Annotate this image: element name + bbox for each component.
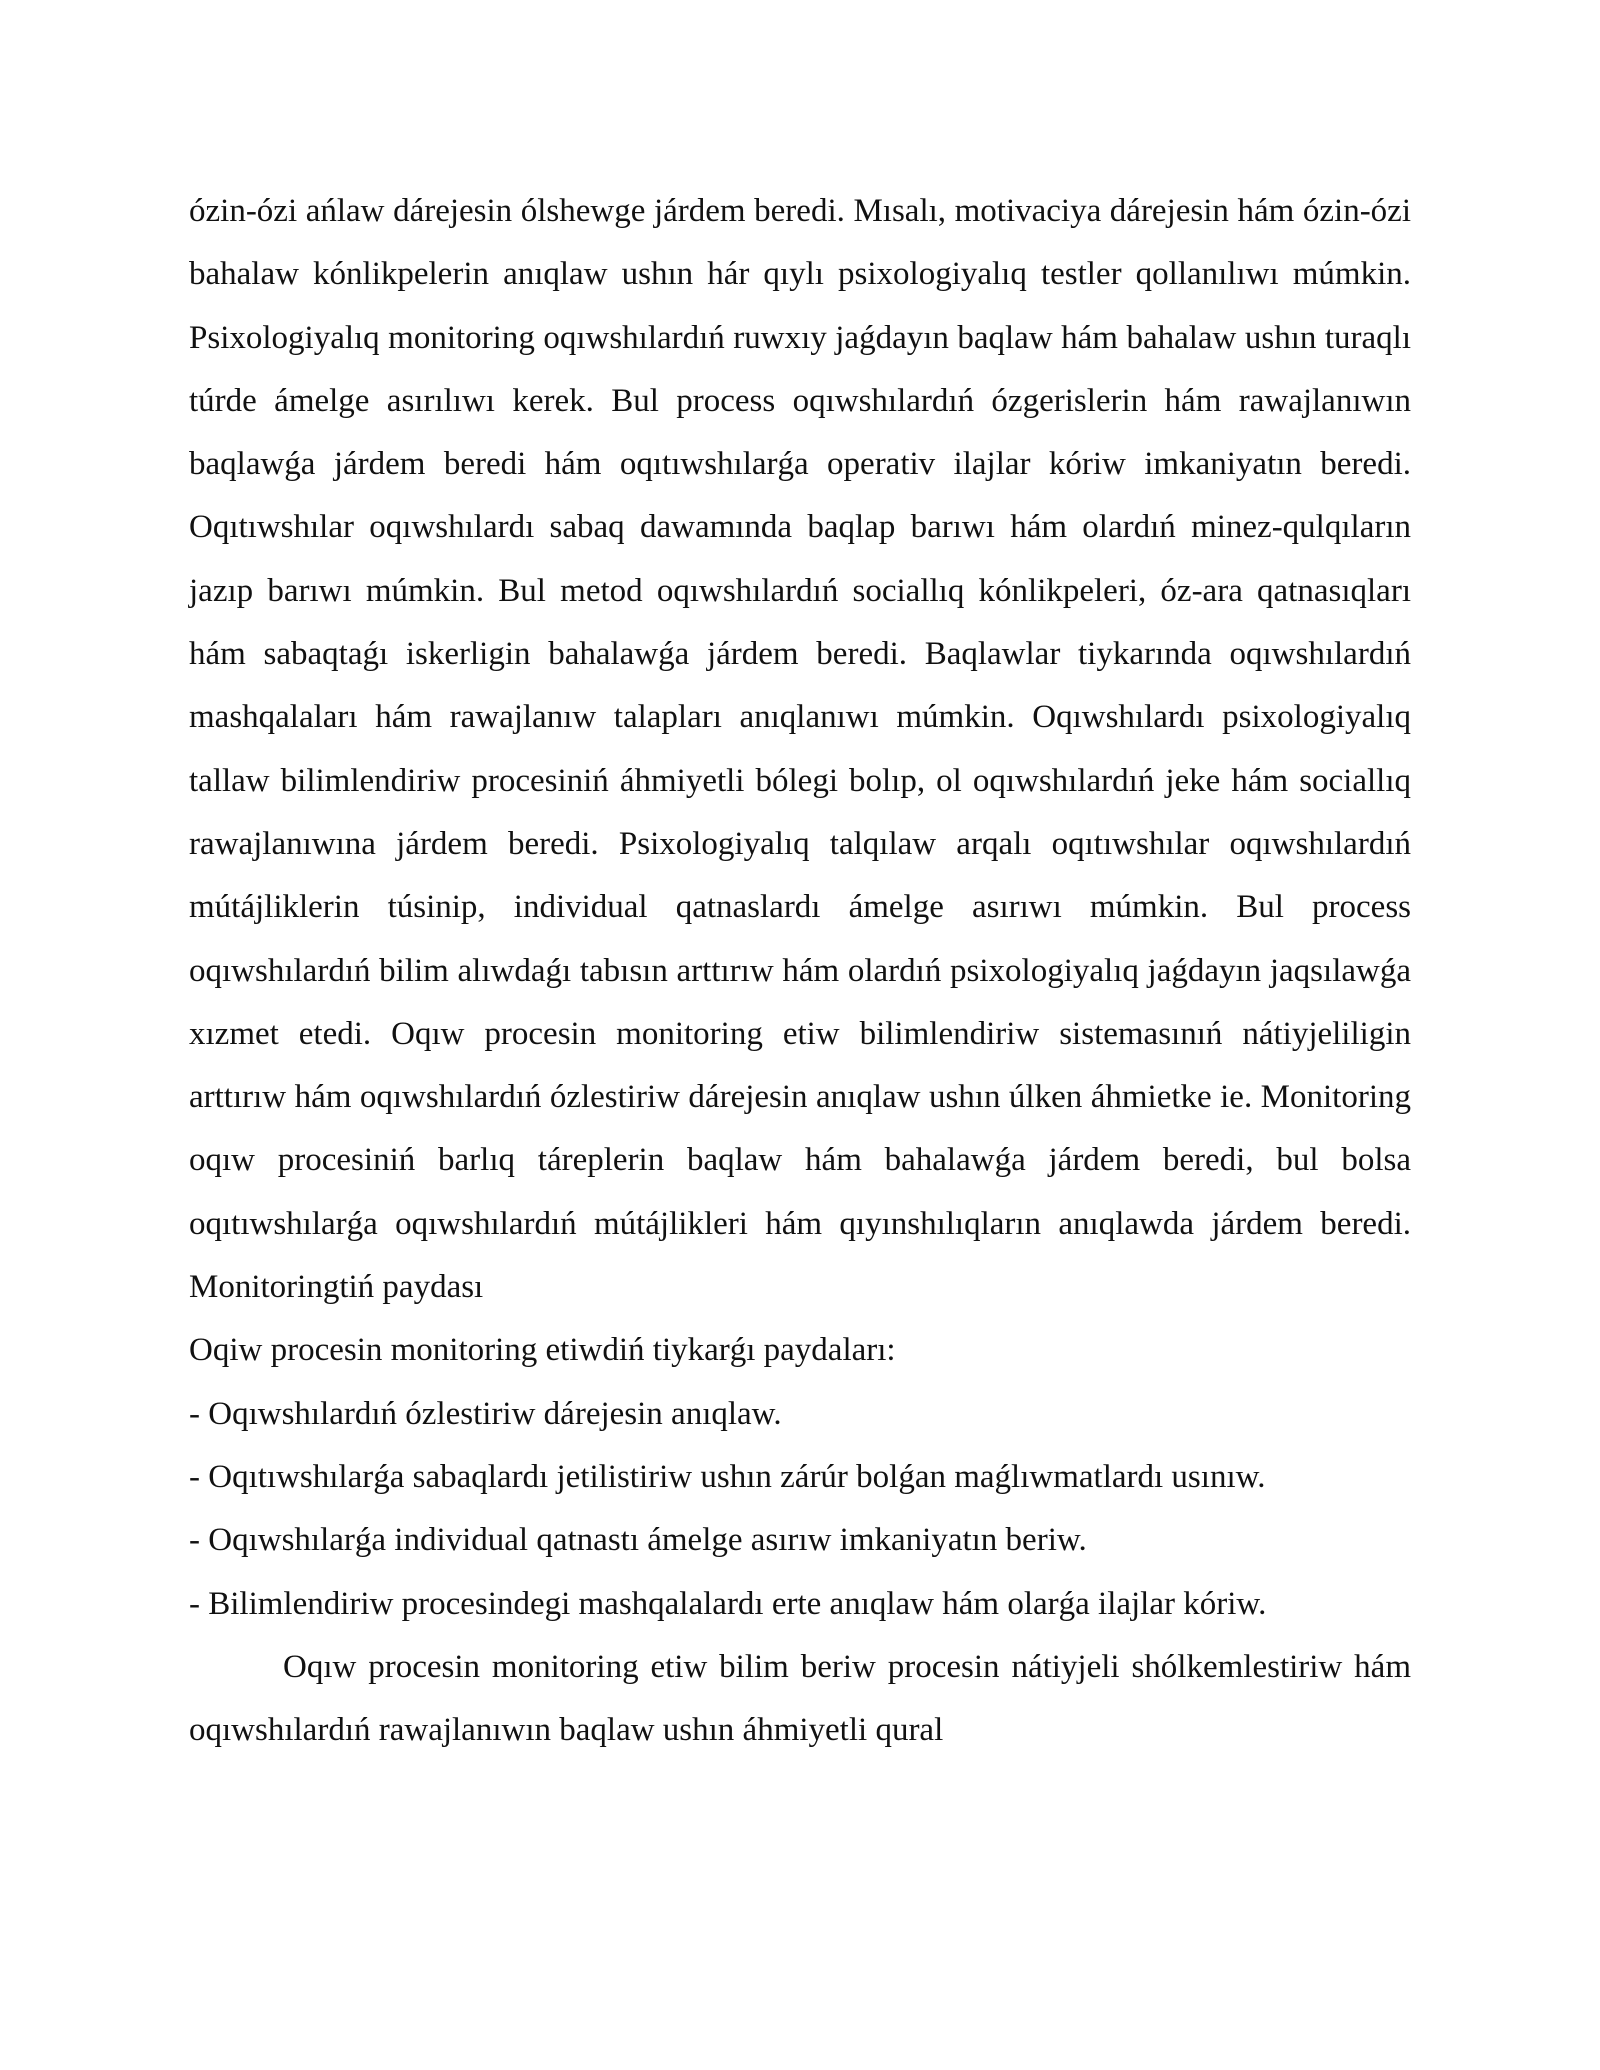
document-body: [189, 180, 1411, 1762]
paragraph-monitoring-methods: ózin-ózi ańlaw dárejesin ólshewge járdem beredi. Mısalı, motivaciya dárejesin hám ózin-ózi bahalaw kónlikpelerin anıqlaw ushın hár qıylı psixologiyalıq testler qollanılıwı múmkin. Psixologiyalıq monitoring oqıwshılardıń ruwxıy jaǵdayın baqlaw hám bahalaw ushın turaqlı túrde ámelge asırılıwı kerek. Bul process oqıwshılardıń ózgerislerin hám rawajlanıwın baqlawǵa járdem beredi hám oqıtıwshılarǵa operativ ilajlar kóriw imkaniyatın beredi. Oqıtıwshılar oqıwshılardı sabaq dawamında baqlap barıwı hám olardıń minez-qulqıların jazıp barıwı múmkin. Bul metod oqıwshılardıń sociallıq kónlikpeleri, óz-ara qatnasıqları hám sabaqtaǵı iskerligin bahalawǵa járdem beredi. Baqlawlar tiykarında oqıwshılardıń mashqalaları hám rawajlanıw talapları anıqlanıwı múmkin. Oqıwshılardı psixologiyalıq tallaw bilimlendiriw procesiniń áhmiyetli bólegi bolıp, ol oqıwshılardıń jeke hám sociallıq rawajlanıwına járdem beredi. Psixologiyalıq talqılaw arqalı oqıtıwshılar oqıwshılardıń mútájliklerin túsinip, individual qatnaslardı ámelge asırıwı múmkin. Bul process oqıwshılardıń bilim alıwdaǵı tabısın arttırıw hám olardıń psixologiyalıq jaǵdayın jaqsılawǵa xızmet etedi. Oqıw procesin monitoring etiw bilimlendiriw sistemasınıń nátiyjeliligin arttırıw hám oqıwshılardıń ózlestiriw dárejesin anıqlaw ushın úlken áhmietke ie. Monitoring oqıw procesiniń barlıq táreplerin baqlaw hám bahalawǵa járdem beredi, bul bolsa oqıtıwshılarǵa oqıwshılardıń mútájlikleri hám qıyınshılıqların anıqlawda járdem beredi. Monitoringtiń paydası: [189, 193, 1411, 1306]
benefits-intro: Oqiw procesin monitoring etiwdiń tiykarǵı paydaları:: [189, 1332, 896, 1369]
benefit-item-1: - Oqıwshılardıń ózlestiriw dárejesin anıqlaw.: [189, 1395, 782, 1432]
benefit-item-2: - Oqıtıwshılarǵa sabaqlardı jetilistiriw ushın zárúr bolǵan maǵlıwmatlardı usınıw.: [189, 1458, 1266, 1495]
benefit-item-3: - Oqıwshılarǵa individual qatnastı ámelge asırıw imkaniyatın beriw.: [189, 1522, 1087, 1559]
paragraph-conclusion: Oqıw procesin monitoring etiw bilim beriw procesin nátiyjeli shólkemlestiriw hám oqıwshılardıń rawajlanıwın baqlaw ushın áhmiyetli qural: [189, 1648, 1411, 1749]
benefit-item-4: - Bilimlendiriw procesindegi mashqalalardı erte anıqlaw hám olarǵa ilajlar kóriw.: [189, 1585, 1267, 1622]
